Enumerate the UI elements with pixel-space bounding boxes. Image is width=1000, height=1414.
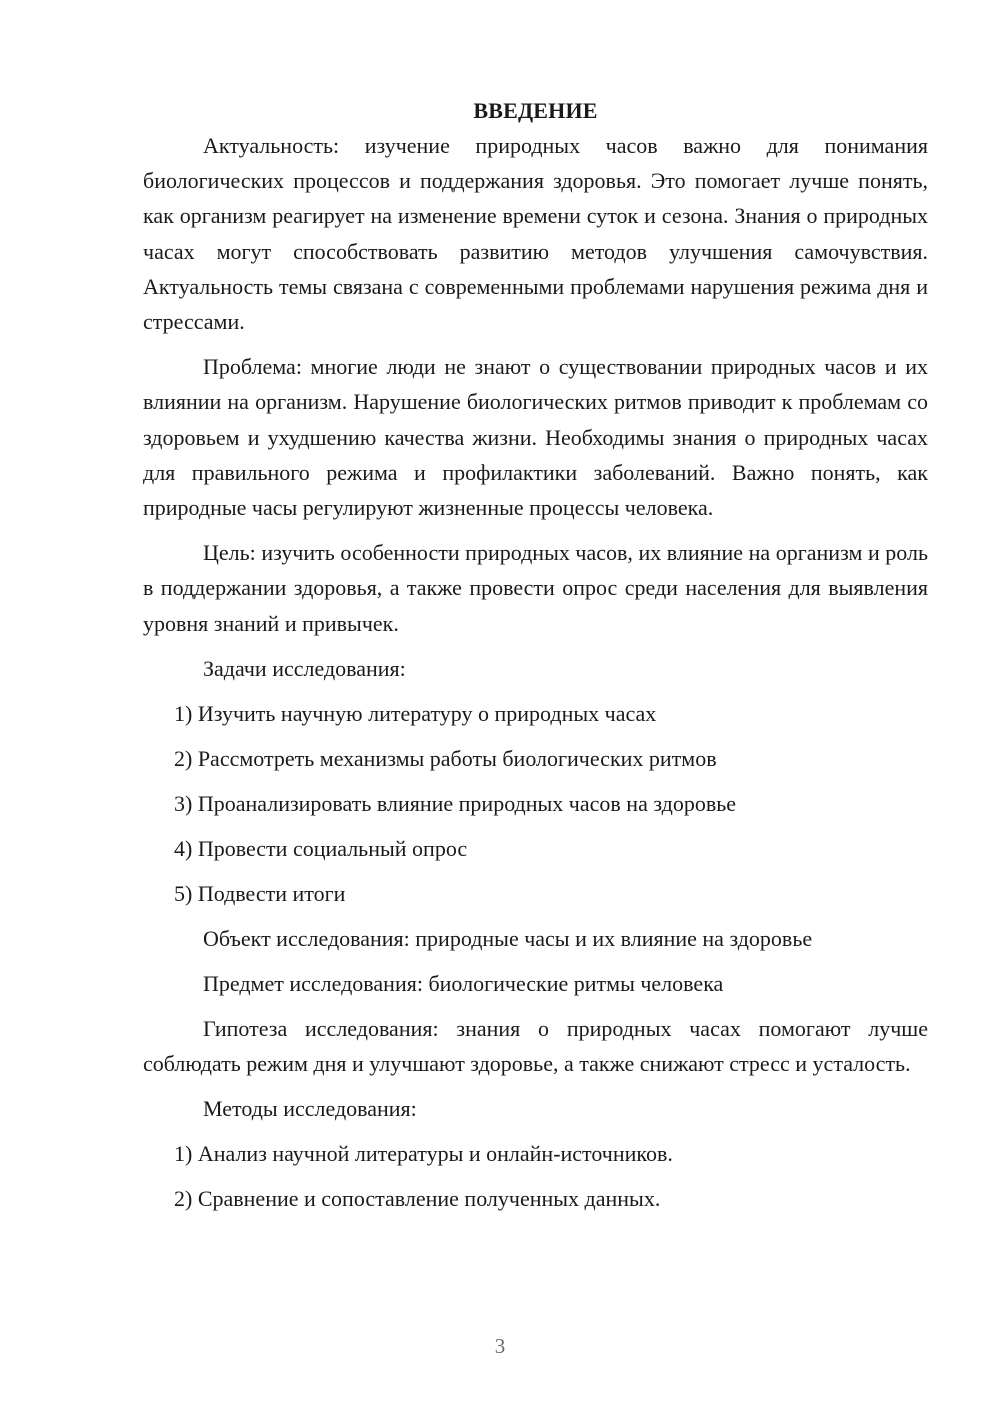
problem-paragraph: Проблема: многие люди не знают о существовании природных часов и их влиянии на организм. Нарушение биологических ритмов приводит к проблемам со здоровьем и ухудшению качества жизни. Необходимы знания о природных часах для правильного режима и профилактики заболеваний. Важно понять, как природные часы регулируют жизненные процессы человека. bbox=[143, 354, 928, 521]
section-heading: ВВЕДЕНИЕ bbox=[473, 98, 598, 123]
task-item: 5) Подвести итоги bbox=[174, 880, 346, 906]
page-number: 3 bbox=[494, 1334, 506, 1358]
goal-paragraph: Цель: изучить особенности природных часов, их влияние на организм и роль в поддержании здоровья, а также провести опрос среди населения для выявления уровня знаний и привычек. bbox=[143, 540, 928, 636]
tasks-heading: Задачи исследования: bbox=[203, 655, 406, 681]
method-item: 2) Сравнение и сопоставление полученных данных. bbox=[174, 1186, 661, 1212]
relevance-paragraph: Актуальность: изучение природных часов важно для понимания биологических процессов и поддержания здоровья. Это помогает лучше понять, как организм реагирует на изменение времени суток и сезона. Знания о природных часах могут способствовать развитию методов улучшения самочувствия. Актуальность темы связана с современными проблемами нарушения режима дня и стрессами. bbox=[143, 133, 928, 335]
task-item: 2) Рассмотреть механизмы работы биологических ритмов bbox=[174, 745, 717, 771]
task-item: 3) Проанализировать влияние природных часов на здоровье bbox=[174, 790, 736, 816]
task-item: 4) Провести социальный опрос bbox=[174, 835, 468, 861]
methods-heading: Методы исследования: bbox=[203, 1096, 417, 1122]
task-item: 1) Изучить научную литературу о природных часах bbox=[174, 700, 657, 726]
document-body bbox=[143, 94, 928, 1216]
method-item: 1) Анализ научной литературы и онлайн-источников. bbox=[174, 1141, 673, 1167]
subject-line: Предмет исследования: биологические ритмы человека bbox=[203, 970, 724, 996]
hypothesis-paragraph: Гипотеза исследования: знания о природных часах помогают лучше соблюдать режим дня и улучшают здоровье, а также снижают стресс и усталость. bbox=[143, 1015, 928, 1077]
object-line: Объект исследования: природные часы и их влияние на здоровье bbox=[203, 925, 813, 951]
